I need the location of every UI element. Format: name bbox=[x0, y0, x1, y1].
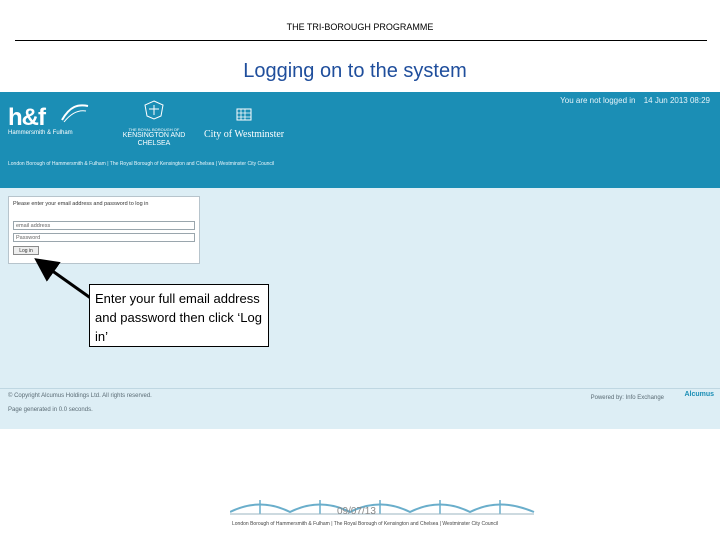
westminster-logo bbox=[204, 106, 284, 140]
site-footer bbox=[0, 388, 720, 429]
kensington-chelsea-logo bbox=[122, 100, 186, 148]
slide-header: THE TRI-BOROUGH PROGRAMME bbox=[286, 22, 434, 32]
header-divider bbox=[15, 40, 707, 41]
login-button[interactable]: Log in bbox=[13, 246, 39, 255]
login-status-text: You are not logged in bbox=[560, 96, 636, 105]
slide-title: Logging on to the system bbox=[243, 60, 467, 82]
slide-date: 09/07/13 bbox=[337, 506, 376, 517]
alcumus-logo: Alcumus bbox=[684, 391, 714, 398]
login-page-screenshot bbox=[0, 92, 720, 428]
hf-logo-sub: Hammersmith & Fulham bbox=[8, 130, 73, 136]
wm-name: City of Westminster bbox=[204, 129, 285, 140]
datetime: 14 Jun 2013 08:29 bbox=[643, 96, 710, 105]
powered-by-text: Powered by: Info Exchange bbox=[590, 395, 664, 401]
email-field[interactable]: email address bbox=[13, 221, 195, 230]
copyright-text: © Copyright Alcumus Holdings Ltd. All rights reserved. bbox=[8, 393, 152, 399]
hf-logo-text: h&f bbox=[8, 104, 45, 131]
swoosh-icon bbox=[60, 102, 90, 124]
site-banner bbox=[0, 92, 720, 188]
kc-name: KENSINGTON AND CHELSEA bbox=[122, 132, 186, 147]
login-status bbox=[554, 96, 710, 105]
login-prompt: Please enter your email address and password to log in bbox=[13, 201, 149, 207]
boroughs-line: London Borough of Hammersmith & Fulham | The Royal Borough of Kensington and Chelsea | Westminster City Council bbox=[8, 161, 275, 167]
password-field[interactable]: Password bbox=[13, 233, 195, 242]
kc-small-text: THE ROYAL BOROUGH OF bbox=[128, 127, 180, 132]
instruction-callout: Enter your full email address and password then click ‘Log in’ bbox=[89, 284, 269, 347]
footer-boroughs: London Borough of Hammersmith & Fulham | The Royal Borough of Kensington and Chelsea | Westminster City Council bbox=[232, 521, 499, 527]
crest-icon bbox=[143, 100, 165, 120]
portcullis-icon bbox=[235, 106, 253, 122]
generated-text: Page generated in 0.0 seconds. bbox=[8, 407, 93, 413]
login-form bbox=[8, 196, 200, 264]
bridge-banner-icon bbox=[230, 494, 536, 520]
